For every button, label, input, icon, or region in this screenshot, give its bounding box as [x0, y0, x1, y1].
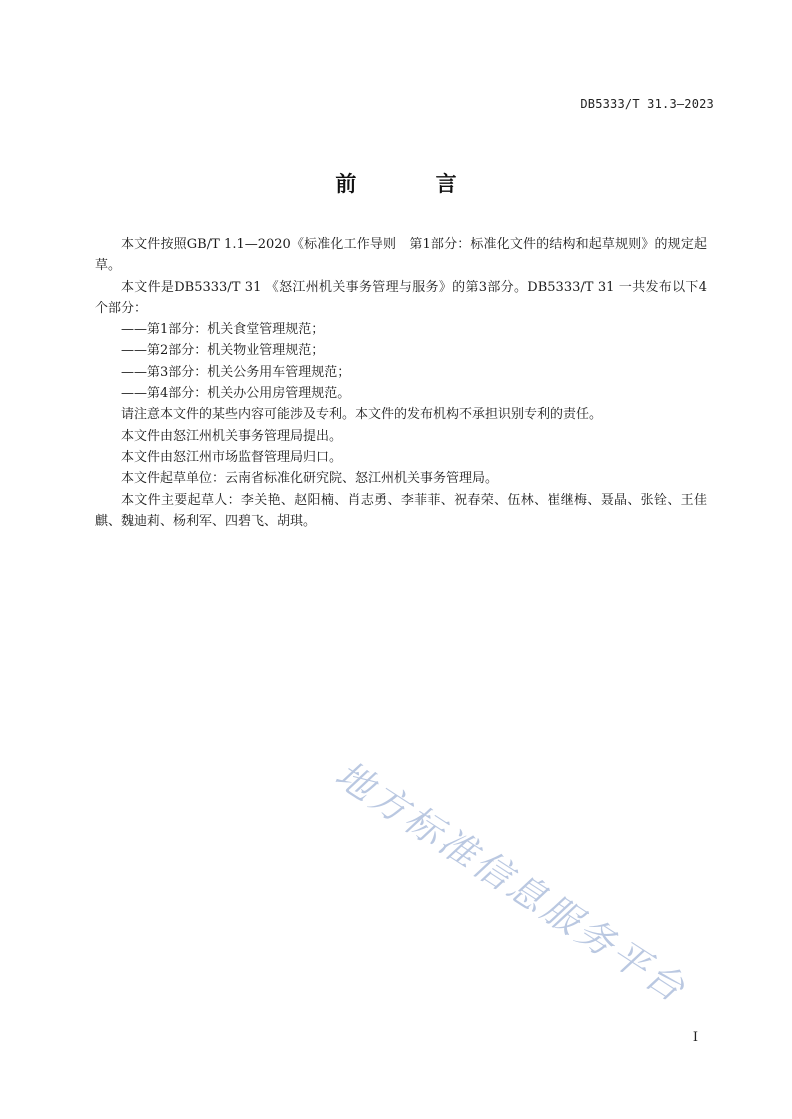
list-item-part-4: ——第4部分：机关办公用房管理规范。	[121, 386, 351, 402]
foreword-body	[95, 234, 707, 532]
list-item-part-2: ——第2部分：机关物业管理规范；	[121, 343, 325, 359]
paragraph-centralized-by: 本文件由怒江州市场监督管理局归口。	[121, 449, 343, 465]
watermark: 地方标准信息服务平台	[327, 752, 695, 1012]
section-title: 前 言	[335, 172, 493, 196]
paragraph-drafters: 本文件主要起草人：李关艳、赵阳楠、肖志勇、李菲菲、祝春荣、伍林、崔继梅、聂晶、张铨、王佳麒、魏迪莉、杨利军、四碧飞、胡琪。	[95, 492, 707, 529]
document-code: DB5333/T 31.3—2023	[580, 97, 714, 111]
paragraph-patent-notice: 请注意本文件的某些内容可能涉及专利。本文件的发布机构不承担识别专利的责任。	[121, 407, 603, 423]
paragraph-series-intro: 本文件是DB5333/T 31 《怒江州机关事务管理与服务》的第3部分。DB5333/T 31 一共发布以下4个部分：	[95, 279, 707, 316]
list-item-part-1: ——第1部分：机关食堂管理规范；	[121, 322, 325, 338]
list-item-part-3: ——第3部分：机关公务用车管理规范；	[121, 364, 351, 380]
paragraph-drafting-units: 本文件起草单位：云南省标准化研究院、怒江州机关事务管理局。	[121, 471, 499, 487]
paragraph-proposed-by: 本文件由怒江州机关事务管理局提出。	[121, 428, 343, 444]
page-number: I	[692, 1030, 698, 1045]
paragraph-drafting-rules: 本文件按照GB/T 1.1—2020《标准化工作导则 第1部分：标准化文件的结构和起草规则》的规定起草。	[95, 237, 707, 274]
